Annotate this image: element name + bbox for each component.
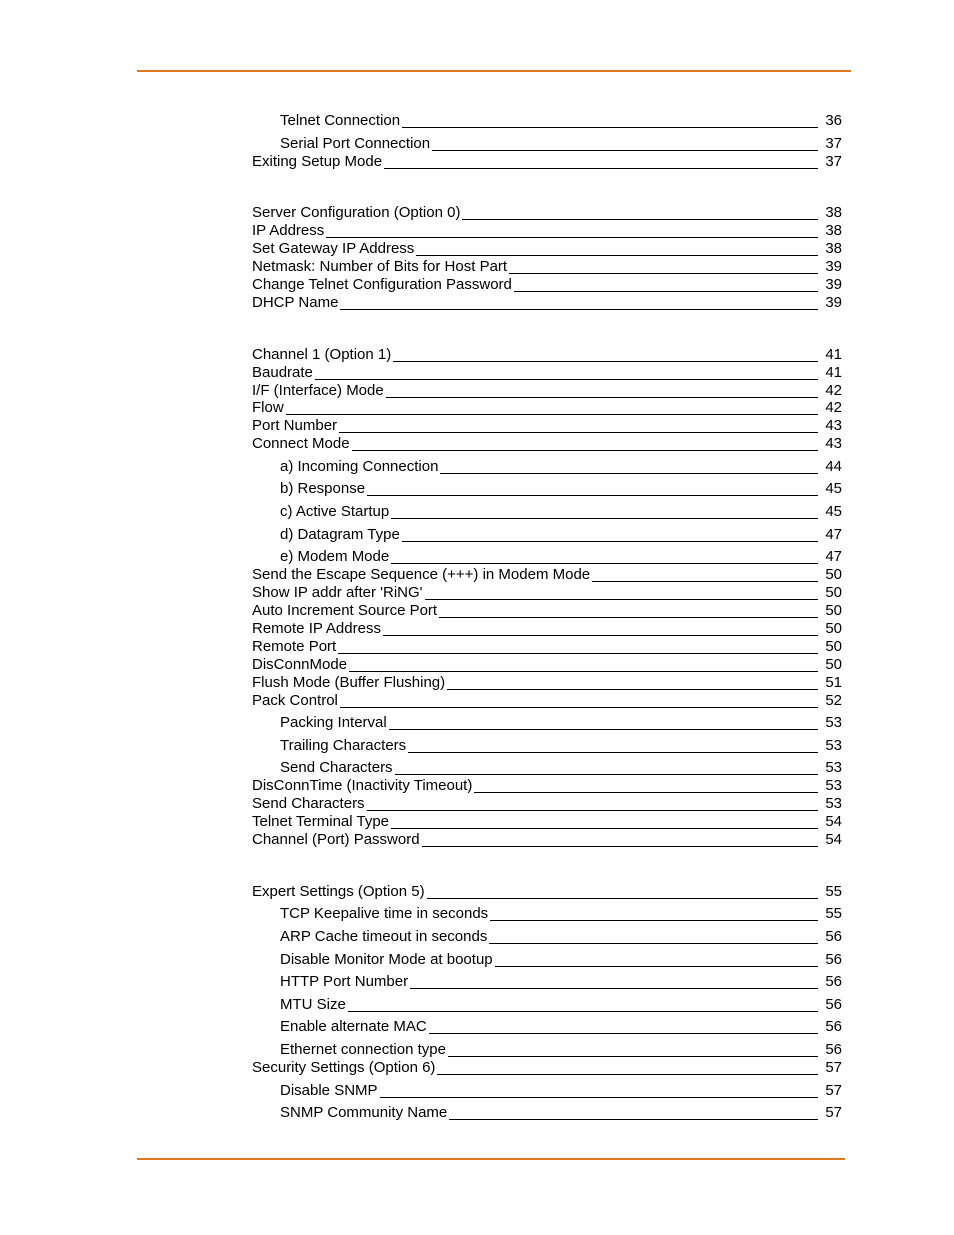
toc-entry-title: Remote IP Address xyxy=(252,620,381,637)
toc-leader-line xyxy=(367,494,818,496)
toc-entry-title: Send Characters xyxy=(252,795,365,812)
header-rule xyxy=(137,70,851,72)
toc-entry[interactable] xyxy=(280,458,842,476)
toc-entry-page: 56 xyxy=(825,1018,842,1035)
toc-leader-line xyxy=(509,272,818,274)
toc-leader-line xyxy=(410,987,818,989)
toc-entry[interactable] xyxy=(252,674,842,692)
toc-entry[interactable] xyxy=(252,692,842,710)
toc-entry[interactable] xyxy=(252,831,842,849)
toc-entry-title: Disable SNMP xyxy=(280,1082,378,1099)
toc-leader-line xyxy=(439,616,818,618)
toc-leader-line xyxy=(440,472,818,474)
toc-entry-title: TCP Keepalive time in seconds xyxy=(280,905,489,922)
toc-entry-page: 57 xyxy=(825,1059,842,1076)
toc-entry-page: 50 xyxy=(825,656,842,673)
toc-entry-page: 56 xyxy=(825,928,842,945)
toc-entry-title: DisConnMode xyxy=(252,656,348,673)
toc-leader-line xyxy=(386,396,818,398)
toc-leader-line xyxy=(338,652,818,654)
toc-leader-line xyxy=(592,580,818,582)
toc-entry-page: 57 xyxy=(825,1082,842,1099)
toc-entry-page: 51 xyxy=(825,674,842,691)
toc-leader-line xyxy=(429,1032,818,1034)
toc-entry[interactable] xyxy=(280,1082,842,1100)
toc-entry-page: 39 xyxy=(825,258,842,275)
toc-leader-line xyxy=(416,254,818,256)
toc-leader-line xyxy=(384,167,818,169)
toc-leader-line xyxy=(391,827,818,829)
toc-entry-page: 43 xyxy=(825,417,842,434)
toc-entry-page: 53 xyxy=(825,777,842,794)
toc-entry[interactable] xyxy=(280,714,842,732)
toc-entry[interactable] xyxy=(252,620,842,638)
toc-leader-line xyxy=(286,413,818,415)
toc-entry[interactable] xyxy=(280,951,842,969)
toc-leader-line xyxy=(425,598,818,600)
toc-leader-line xyxy=(449,1118,818,1120)
toc-leader-line xyxy=(380,1096,818,1098)
toc-entry[interactable] xyxy=(252,435,842,453)
toc-entry[interactable] xyxy=(252,417,842,435)
toc-entry-title: Connect Mode xyxy=(252,435,350,452)
toc-entry-title: Netmask: Number of Bits for Host Part xyxy=(252,258,508,275)
toc-entry[interactable] xyxy=(252,258,842,276)
toc-entry[interactable] xyxy=(280,503,842,521)
toc-entry-title: Server Configuration (Option 0) xyxy=(252,204,461,221)
toc-entry-page: 47 xyxy=(825,526,842,543)
toc-entry-page: 47 xyxy=(825,548,842,565)
toc-leader-line xyxy=(462,218,818,220)
toc-entry-title: Expert Settings (Option 5) xyxy=(252,883,425,900)
toc-entry-page: 56 xyxy=(825,1041,842,1058)
toc-entry[interactable] xyxy=(252,346,842,364)
toc-entry-page: 55 xyxy=(825,883,842,900)
toc-entry[interactable] xyxy=(280,1018,842,1036)
toc-entry-title: Channel (Port) Password xyxy=(252,831,420,848)
toc-leader-line xyxy=(391,517,818,519)
toc-entry[interactable] xyxy=(252,399,842,417)
toc-entry-title: HTTP Port Number xyxy=(280,973,409,990)
toc-entry-page: 53 xyxy=(825,714,842,731)
toc-entry-title: Pack Control xyxy=(252,692,338,709)
toc-entry[interactable] xyxy=(252,777,842,795)
toc-leader-line xyxy=(393,360,818,362)
toc-entry[interactable] xyxy=(252,638,842,656)
toc-entry-page: 45 xyxy=(825,503,842,520)
toc-entry-page: 56 xyxy=(825,951,842,968)
toc-entry-title: c) Active Startup xyxy=(280,503,390,520)
toc-entry[interactable] xyxy=(280,526,842,544)
toc-entry-title: Flow xyxy=(252,399,284,416)
toc-entry-page: 38 xyxy=(825,240,842,257)
toc-entry-page: 37 xyxy=(825,135,842,152)
toc-entry-page: 55 xyxy=(825,905,842,922)
toc-entry[interactable] xyxy=(280,1104,842,1122)
toc-entry-page: 53 xyxy=(825,737,842,754)
toc-entry-page: 50 xyxy=(825,584,842,601)
toc-entry-page: 36 xyxy=(825,112,842,129)
toc-leader-line xyxy=(326,236,818,238)
toc-leader-line xyxy=(352,449,818,451)
toc-leader-line xyxy=(408,751,818,753)
toc-leader-line xyxy=(340,706,818,708)
toc-entry-title: Telnet Terminal Type xyxy=(252,813,390,830)
toc-entry-title: Baudrate xyxy=(252,364,313,381)
toc-entry-page: 44 xyxy=(825,458,842,475)
toc-entry-title: DisConnTime (Inactivity Timeout) xyxy=(252,777,473,794)
toc-entry[interactable] xyxy=(280,759,842,777)
toc-entry-title: Exiting Setup Mode xyxy=(252,153,383,170)
toc-entry-page: 50 xyxy=(825,602,842,619)
toc-leader-line xyxy=(383,634,818,636)
toc-entry[interactable] xyxy=(280,973,842,991)
toc-leader-line xyxy=(448,1055,818,1057)
toc-entry[interactable] xyxy=(252,276,842,294)
toc-entry[interactable] xyxy=(252,656,842,674)
toc-entry[interactable] xyxy=(252,795,842,813)
toc-entry[interactable] xyxy=(280,135,842,153)
toc-entry-page: 38 xyxy=(825,204,842,221)
toc-leader-line xyxy=(402,540,818,542)
toc-leader-line xyxy=(490,919,818,921)
toc-entry-page: 52 xyxy=(825,692,842,709)
toc-entry-title: b) Response xyxy=(280,480,366,497)
toc-entry[interactable] xyxy=(280,737,842,755)
toc-entry-title: Channel 1 (Option 1) xyxy=(252,346,392,363)
toc-leader-line xyxy=(447,688,818,690)
toc-entry-page: 56 xyxy=(825,996,842,1013)
toc-leader-line xyxy=(315,378,818,380)
toc-entry-page: 50 xyxy=(825,566,842,583)
toc-entry[interactable] xyxy=(280,548,842,566)
toc-entry-title: e) Modem Mode xyxy=(280,548,390,565)
toc-entry-title: ARP Cache timeout in seconds xyxy=(280,928,488,945)
toc-entry-title: Enable alternate MAC xyxy=(280,1018,427,1035)
toc-entry[interactable] xyxy=(280,1041,842,1059)
toc-entry-title: Change Telnet Configuration Password xyxy=(252,276,512,293)
toc-entry[interactable] xyxy=(280,112,842,130)
toc-entry-page: 45 xyxy=(825,480,842,497)
toc-entry[interactable] xyxy=(252,240,842,258)
toc-entry-page: 39 xyxy=(825,276,842,293)
toc-entry-title: I/F (Interface) Mode xyxy=(252,382,384,399)
toc-entry[interactable] xyxy=(252,813,842,831)
toc-entry-page: 50 xyxy=(825,638,842,655)
toc-entry-page: 56 xyxy=(825,973,842,990)
toc-entry-page: 41 xyxy=(825,364,842,381)
toc-entry[interactable] xyxy=(280,928,842,946)
toc-entry[interactable] xyxy=(252,153,842,171)
toc-entry-page: 37 xyxy=(825,153,842,170)
toc-entry[interactable] xyxy=(280,996,842,1014)
toc-entry-page: 39 xyxy=(825,294,842,311)
toc-leader-line xyxy=(389,728,818,730)
toc-entry[interactable] xyxy=(280,905,842,923)
toc-entry-page: 53 xyxy=(825,759,842,776)
footer-rule xyxy=(137,1158,845,1160)
toc-leader-line xyxy=(489,942,818,944)
toc-leader-line xyxy=(391,562,818,564)
toc-entry-page: 41 xyxy=(825,346,842,363)
toc-leader-line xyxy=(427,897,818,899)
toc-leader-line xyxy=(367,809,818,811)
toc-entry-page: 38 xyxy=(825,222,842,239)
toc-entry-title: MTU Size xyxy=(280,996,346,1013)
toc-entry-page: 50 xyxy=(825,620,842,637)
toc-leader-line xyxy=(402,126,818,128)
toc-entry-title: Port Number xyxy=(252,417,338,434)
toc-entry-page: 54 xyxy=(825,831,842,848)
toc-entry-page: 42 xyxy=(825,382,842,399)
toc-entry-title: Security Settings (Option 6) xyxy=(252,1059,436,1076)
toc-entry-page: 42 xyxy=(825,399,842,416)
toc-entry-title: Set Gateway IP Address xyxy=(252,240,415,257)
toc-entry-title: Ethernet connection type xyxy=(280,1041,446,1058)
toc-entry-title: Show IP addr after 'RiNG' xyxy=(252,584,423,601)
toc-entry[interactable] xyxy=(252,602,842,620)
toc-leader-line xyxy=(340,308,818,310)
toc-entry-title: a) Incoming Connection xyxy=(280,458,439,475)
toc-leader-line xyxy=(422,845,818,847)
toc-entry-title: Telnet Connection xyxy=(280,112,401,129)
toc-entry-title: Trailing Characters xyxy=(280,737,407,754)
toc-entry-title: DHCP Name xyxy=(252,294,339,311)
toc-entry-page: 43 xyxy=(825,435,842,452)
toc-entry-title: Remote Port xyxy=(252,638,337,655)
toc-entry-title: Flush Mode (Buffer Flushing) xyxy=(252,674,446,691)
toc-leader-line xyxy=(339,431,818,433)
toc-leader-line xyxy=(437,1073,818,1075)
toc-entry[interactable] xyxy=(252,382,842,400)
toc-entry-title: Send Characters xyxy=(280,759,393,776)
toc-entry[interactable] xyxy=(252,294,842,312)
toc-leader-line xyxy=(495,965,818,967)
toc-entry-page: 57 xyxy=(825,1104,842,1121)
toc-entry-title: Serial Port Connection xyxy=(280,135,431,152)
toc-entry[interactable] xyxy=(252,364,842,382)
toc-entry-title: IP Address xyxy=(252,222,325,239)
toc-entry[interactable] xyxy=(252,1059,842,1077)
toc-leader-line xyxy=(432,149,818,151)
toc-leader-line xyxy=(514,290,818,292)
toc-entry-page: 53 xyxy=(825,795,842,812)
toc-entry-page: 54 xyxy=(825,813,842,830)
toc-entry-title: Send the Escape Sequence (+++) in Modem Mode xyxy=(252,566,591,583)
toc-entry-title: d) Datagram Type xyxy=(280,526,400,543)
toc-entry[interactable] xyxy=(280,480,842,498)
toc-leader-line xyxy=(395,773,818,775)
toc-entry[interactable] xyxy=(252,222,842,240)
toc-entry-title: Packing Interval xyxy=(280,714,387,731)
toc-entry-title: Disable Monitor Mode at bootup xyxy=(280,951,493,968)
toc-entry-title: SNMP Community Name xyxy=(280,1104,448,1121)
toc-entry[interactable] xyxy=(252,204,842,222)
toc-entry[interactable] xyxy=(252,566,842,584)
toc-leader-line xyxy=(474,791,818,793)
toc-entry[interactable] xyxy=(252,883,842,901)
toc-leader-line xyxy=(348,1010,818,1012)
toc-entry-title: Auto Increment Source Port xyxy=(252,602,438,619)
toc-entry[interactable] xyxy=(252,584,842,602)
toc-leader-line xyxy=(349,670,818,672)
